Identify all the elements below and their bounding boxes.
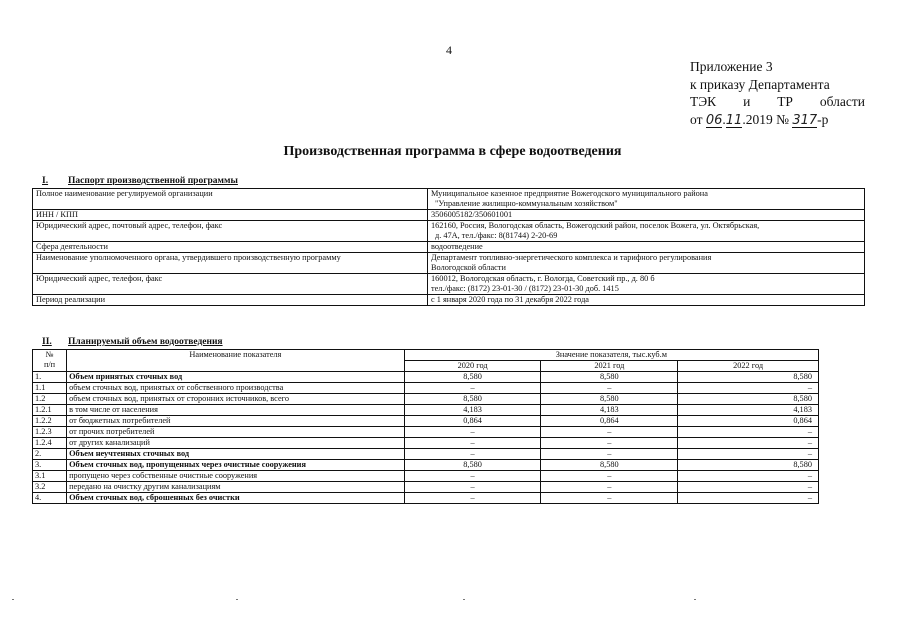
- value-2022: –: [678, 493, 819, 504]
- indicator-name: пропущено через собственные очистные сооружения: [67, 471, 405, 482]
- value-2022: –: [678, 383, 819, 394]
- order-number-handwritten: 317: [792, 112, 818, 128]
- row-number: 1.1: [33, 383, 67, 394]
- passport-value: [428, 295, 865, 306]
- volume-row: [33, 372, 819, 383]
- volume-table: [32, 349, 819, 504]
- date-month-handwritten: 11: [725, 112, 743, 128]
- row-number: 1.: [33, 372, 67, 383]
- row-number: 1.2: [33, 394, 67, 405]
- passport-row: [33, 242, 865, 253]
- volume-row: [33, 449, 819, 460]
- value-2020: –: [404, 482, 541, 493]
- value-2020: 0,864: [404, 416, 541, 427]
- value-2022: –: [678, 449, 819, 460]
- header-year: 2022 год: [678, 361, 819, 372]
- passport-label: Период реализации: [33, 295, 428, 306]
- volume-row: [33, 405, 819, 416]
- value-2021: –: [541, 482, 678, 493]
- value-2021: –: [541, 438, 678, 449]
- passport-value: [428, 189, 865, 210]
- value-2021: 4,183: [541, 405, 678, 416]
- indicator-name: объем сточных вод, принятых от собственного производства: [67, 383, 405, 394]
- passport-row: [33, 253, 865, 274]
- row-number: 3.2: [33, 482, 67, 493]
- header-num: [33, 350, 67, 372]
- section-2-heading: [42, 337, 223, 347]
- passport-value-line: Вологодской области: [431, 263, 506, 272]
- row-number: 1.2.2: [33, 416, 67, 427]
- appendix-header: [690, 58, 865, 128]
- passport-value-line: д. 47А, тел./факс: 8(81744) 2-20-69: [435, 231, 558, 240]
- volume-row: [33, 493, 819, 504]
- row-number: 3.1: [33, 471, 67, 482]
- value-2021: 0,864: [541, 416, 678, 427]
- indicator-name: от бюджетных потребителей: [67, 416, 405, 427]
- section-title: Планируемый объем водоотведения: [68, 337, 223, 347]
- volume-row: [33, 438, 819, 449]
- section-number: I.: [42, 176, 49, 186]
- appendix-order-ref: к приказу Департамента: [690, 76, 830, 92]
- volume-row: [33, 416, 819, 427]
- page-number: 4: [446, 43, 452, 57]
- passport-value-line: 3506005182/350601001: [431, 210, 513, 219]
- date-year: .2019 №: [742, 111, 789, 127]
- value-2021: 8,580: [541, 394, 678, 405]
- passport-value: [428, 210, 865, 221]
- order-suffix: -р: [817, 111, 829, 127]
- value-2021: –: [541, 471, 678, 482]
- section-number: II.: [42, 337, 52, 347]
- date-day-handwritten: 06: [705, 112, 723, 128]
- indicator-name: в том числе от населения: [67, 405, 405, 416]
- row-number: 4.: [33, 493, 67, 504]
- passport-value-line: 162160, Россия, Вологодская область, Вожегодский район, поселок Вожега, ул. Октябрьская,: [431, 221, 760, 230]
- appendix-word: ТР: [777, 94, 793, 109]
- passport-label: Наименование уполномоченного органа, утвердившего производственную программу: [33, 253, 428, 274]
- passport-value-line: водоотведение: [431, 242, 483, 251]
- value-2020: 8,580: [404, 460, 541, 471]
- passport-label: Юридический адрес, телефон, факс: [33, 274, 428, 295]
- passport-label: Сфера деятельности: [33, 242, 428, 253]
- volume-row: [33, 482, 819, 493]
- value-2020: –: [404, 493, 541, 504]
- indicator-name: Объем принятых сточных вод: [67, 372, 405, 383]
- value-2021: 8,580: [541, 372, 678, 383]
- passport-row: [33, 189, 865, 210]
- scan-artifact: [463, 599, 465, 600]
- value-2022: 8,580: [678, 372, 819, 383]
- volume-row: [33, 427, 819, 438]
- header-num-line: п/п: [43, 360, 56, 369]
- indicator-name: от других канализаций: [67, 438, 405, 449]
- passport-label: Юридический адрес, почтовый адрес, телефон, факс: [33, 221, 428, 242]
- appendix-date-line: от 06.11.2019 № 317-р: [690, 111, 829, 128]
- value-2022: –: [678, 427, 819, 438]
- value-2022: 8,580: [678, 460, 819, 471]
- row-number: 1.2.3: [33, 427, 67, 438]
- value-2021: 8,580: [541, 460, 678, 471]
- appendix-department: [690, 93, 865, 111]
- value-2020: 8,580: [404, 372, 541, 383]
- value-2022: 0,864: [678, 416, 819, 427]
- value-2020: –: [404, 471, 541, 482]
- header-year: 2020 год: [404, 361, 541, 372]
- passport-row: [33, 295, 865, 306]
- indicator-name: объем сточных вод, принятых от сторонних источников, всего: [67, 394, 405, 405]
- scan-artifact: [694, 599, 696, 600]
- value-2020: 8,580: [404, 394, 541, 405]
- passport-row: [33, 274, 865, 295]
- value-2020: –: [404, 449, 541, 460]
- passport-value-line: "Управление жилищно-коммунальным хозяйством": [435, 199, 618, 208]
- appendix-word: ТЭК: [690, 94, 717, 109]
- header-num-line: №: [45, 350, 54, 359]
- appendix-word: и: [743, 94, 751, 109]
- passport-value-line: 160012, Вологодская область, г. Вологда, Советский пр., д. 80 б: [431, 274, 655, 283]
- value-2020: 4,183: [404, 405, 541, 416]
- value-2021: –: [541, 493, 678, 504]
- passport-row: [33, 210, 865, 221]
- indicator-name: Объем сточных вод, сброшенных без очистки: [67, 493, 405, 504]
- volume-row: [33, 460, 819, 471]
- value-2021: –: [541, 449, 678, 460]
- passport-row: [33, 221, 865, 242]
- passport-value-line: тел./факс: (8172) 23-01-30 / (8172) 23-01-30 доб. 1415: [431, 284, 619, 293]
- indicator-name: Объем неучтенных сточных вод: [67, 449, 405, 460]
- header-value-group: Значение показателя, тыс.куб.м: [404, 350, 818, 361]
- appendix-word: области: [819, 94, 865, 109]
- header-year: 2021 год: [541, 361, 678, 372]
- passport-value-line: Муниципальное казенное предприятие Вожегодского муниципального района: [431, 189, 708, 198]
- document-title: Производственная программа в сфере водоотведения: [283, 144, 622, 159]
- passport-value: [428, 274, 865, 295]
- value-2022: –: [678, 482, 819, 493]
- value-2021: –: [541, 383, 678, 394]
- value-2020: –: [404, 383, 541, 394]
- passport-value: [428, 253, 865, 274]
- indicator-name: передано на очистку другим канализациям: [67, 482, 405, 493]
- value-2021: –: [541, 427, 678, 438]
- section-title: Паспорт производственной программы: [68, 176, 238, 186]
- volume-row: [33, 394, 819, 405]
- section-1-heading: [42, 176, 238, 186]
- passport-label: Полное наименование регулируемой организации: [33, 189, 428, 210]
- indicator-name: от прочих потребителей: [67, 427, 405, 438]
- volume-row: [33, 471, 819, 482]
- value-2022: 8,580: [678, 394, 819, 405]
- passport-value-line: с 1 января 2020 года по 31 декабря 2022 года: [431, 295, 589, 304]
- row-number: 1.2.1: [33, 405, 67, 416]
- value-2020: –: [404, 438, 541, 449]
- volume-row: [33, 383, 819, 394]
- row-number: 3.: [33, 460, 67, 471]
- passport-table: [32, 188, 865, 306]
- date-prefix: от: [690, 111, 703, 127]
- passport-label: ИНН / КПП: [33, 210, 428, 221]
- passport-value-line: Департамент топливно-энергетического комплекса и тарифного регулирования: [431, 253, 712, 262]
- row-number: 2.: [33, 449, 67, 460]
- passport-value: [428, 221, 865, 242]
- header-name: Наименование показателя: [67, 350, 405, 372]
- row-number: 1.2.4: [33, 438, 67, 449]
- passport-value: [428, 242, 865, 253]
- scan-artifact: [12, 599, 14, 600]
- value-2022: –: [678, 471, 819, 482]
- value-2022: –: [678, 438, 819, 449]
- indicator-name: Объем сточных вод, пропущенных через очистные сооружения: [67, 460, 405, 471]
- scan-artifact: [236, 599, 238, 600]
- value-2022: 4,183: [678, 405, 819, 416]
- appendix-title: Приложение 3: [690, 59, 773, 74]
- value-2020: –: [404, 427, 541, 438]
